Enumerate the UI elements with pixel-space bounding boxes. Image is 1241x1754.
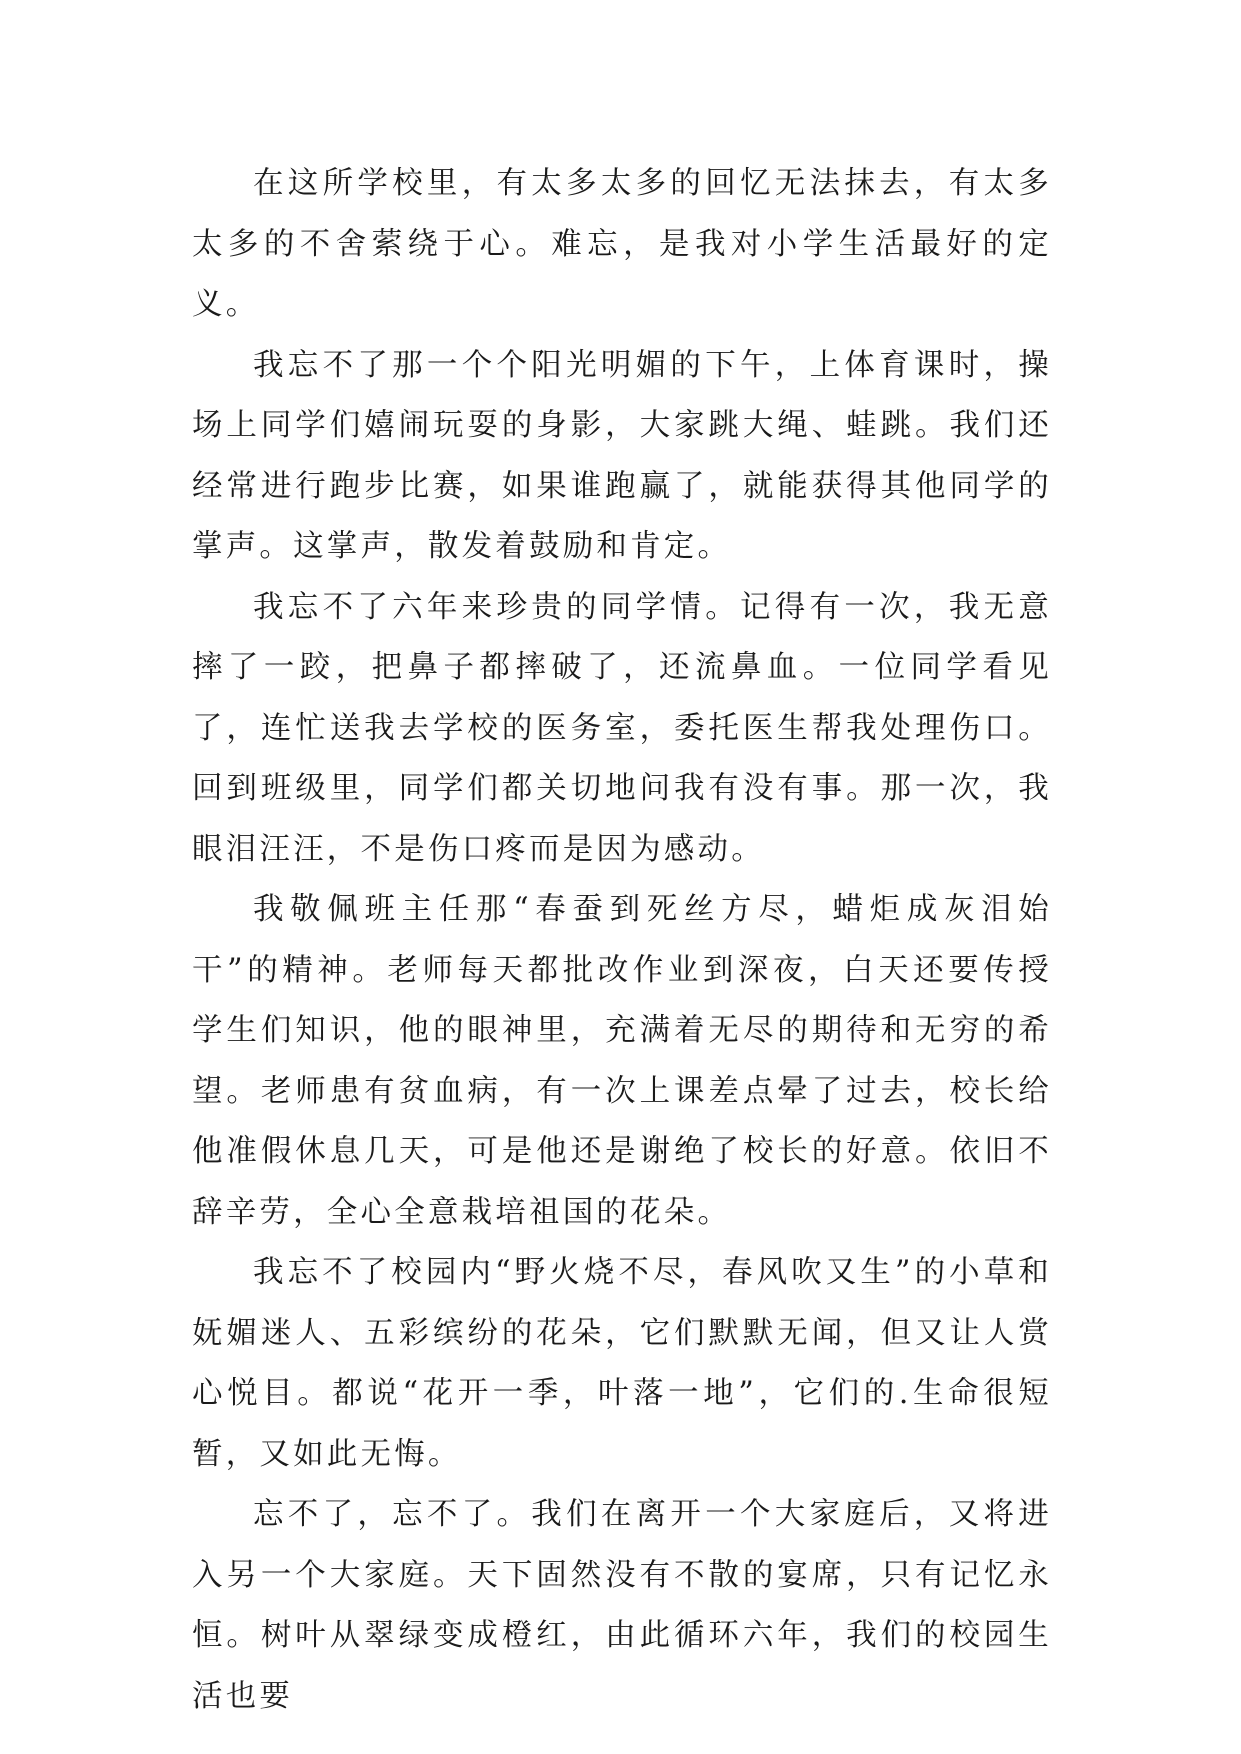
paragraph: 在这所学校里，有太多太多的回忆无法抹去，有太多太多的不舍萦绕于心。难忘，是我对小学生活最好的定义。 — [192, 166, 1052, 322]
paragraph: 我忘不了校园内“野火烧不尽，春风吹又生”的小草和妩媚迷人、五彩缤纷的花朵，它们默默无闻，但又让人赏心悦目。都说“花开一季，叶落一地”，它们的.生命很短暂，又如此无悔。 — [192, 1255, 1052, 1472]
paragraph: 我忘不了六年来珍贵的同学情。记得有一次，我无意摔了一跤，把鼻子都摔破了，还流鼻血。一位同学看见了，连忙送我去学校的医务室，委托医生帮我处理伤口。回到班级里，同学们都关切地问我有没有事。那一次，我眼泪汪汪，不是伤口疼而是因为感动。 — [192, 589, 1052, 867]
paragraph: 忘不了，忘不了。我们在离开一个大家庭后，又将进入另一个大家庭。天下固然没有不散的宴席，只有记忆永恒。树叶从翠绿变成橙红，由此循环六年，我们的校园生活也要 — [192, 1497, 1052, 1714]
paragraph: 我忘不了那一个个阳光明媚的下午，上体育课时，操场上同学们嬉闹玩耍的身影，大家跳大绳、蛙跳。我们还经常进行跑步比赛，如果谁跑赢了，就能获得其他同学的掌声。这掌声，散发着鼓励和肯定。 — [192, 347, 1052, 564]
document-body — [192, 154, 1052, 1727]
paragraph: 我敬佩班主任那“春蚕到死丝方尽，蜡炬成灰泪始干”的精神。老师每天都批改作业到深夜，白天还要传授学生们知识，他的眼神里，充满着无尽的期待和无穷的希望。老师患有贫血病，有一次上课差点晕了过去，校长给他准假休息几天，可是他还是谢绝了校长的好意。依旧不辞辛劳，全心全意栽培祖国的花朵。 — [192, 892, 1052, 1230]
